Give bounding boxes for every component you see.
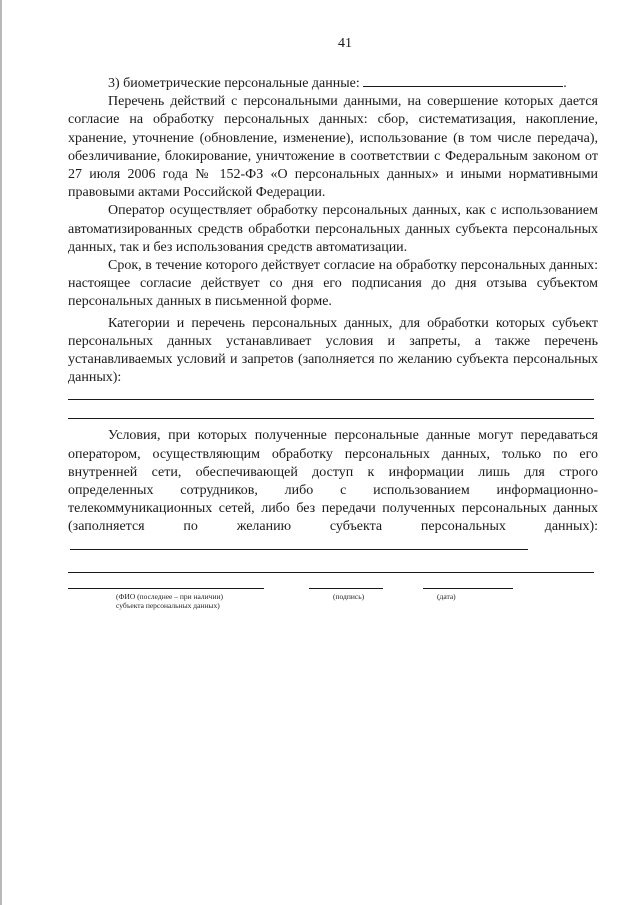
fio-label-line-2: субъекта персональных данных) [116,601,220,610]
paragraph-operator: Оператор осуществляет обработку персональных данных, как с использованием автоматизированных средств обработки персональных данных субъекта персональных данных, так и без использования средств автоматизации. [68,203,598,255]
page-number: 41 [338,36,352,51]
signature-line[interactable] [309,588,383,589]
page-edge-shadow [0,0,2,905]
paragraph-conditions [68,427,598,555]
biometric-fill-field[interactable] [363,74,563,87]
fio-label [116,592,223,610]
categories-fill-line-2[interactable] [68,418,594,419]
paragraph-term: Срок, в течение которого действует согласие на обработку персональных данных: настоящее согласие действует со дня его подписания до дня отзыва субъектом персональных данных в письменной форме. [68,258,598,310]
fio-line[interactable] [68,588,264,589]
date-line[interactable] [423,588,513,589]
document-body [68,74,598,573]
section-3-end: . [563,76,567,91]
signature-label: (подпись) [333,592,365,601]
conditions-fill-field[interactable] [70,537,528,550]
date-label: (дата) [437,592,456,601]
section-3-label: 3) биометрические персональные данные: [108,76,360,91]
conditions-fill-line-2[interactable] [68,572,594,573]
categories-fill-line-1[interactable] [68,399,594,400]
section-3-biometric [68,74,598,93]
conditions-text: Условия, при которых полученные персональные данные могут передаваться оператором, осуществляющим обработку персональных данных, только по его внутренней сети, обеспечивающей доступ к информации лишь для строго определенных сотрудников, либо с использованием информационно-телекоммуникационных сетей, либо без передачи полученных персональных данных (заполняется по желанию субъекта персональных данных): [68,428,598,535]
paragraph-actions-list: Перечень действий с персональными данными, на совершение которых дается согласие на обработку персональных данных: сбор, систематизация, накопление, хранение, уточнение (обновление, изменение), использование (в том числе передача), обезличивание, блокирование, уничтожение в соответствии с Федеральным законом от 27 июля 2006 года № 152-ФЗ «О персональных данных» и иными нормативными правовыми актами Российской Федерации. [68,94,598,201]
fio-label-line-1: (ФИО (последнее – при наличии) [116,592,223,601]
paragraph-categories: Категории и перечень персональных данных, для обработки которых субъект персональных данных устанавливает условия и запреты, а также перечень устанавливаемых условий и запретов (заполняется по желанию субъекта персональных данных): [68,315,598,386]
